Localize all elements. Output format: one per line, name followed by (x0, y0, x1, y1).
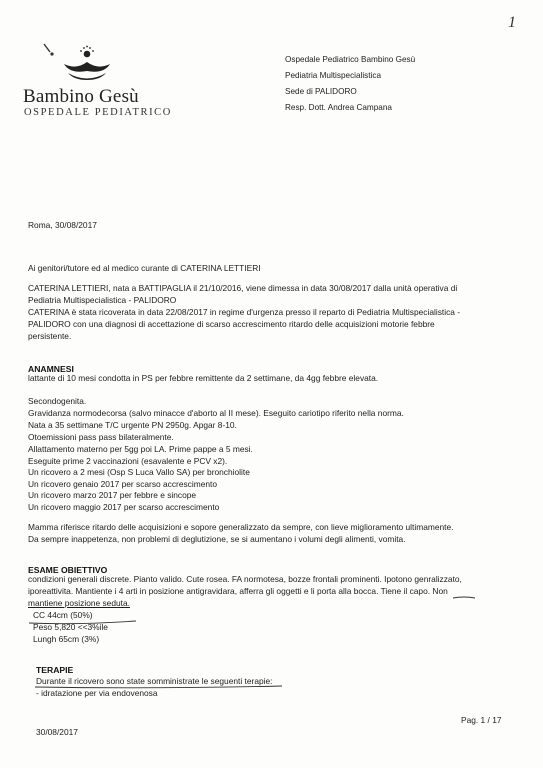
anamnesi-closing: Mamma riferisce ritardo delle acquisizioni e sopore generalizzato da sempre, con lieve miglioramento ultimamente. (28, 522, 454, 532)
handwritten-page-number: 1 (508, 14, 516, 31)
header-line-department: Pediatria Multispecialistica (285, 71, 382, 80)
intro-line: persistente. (28, 331, 72, 341)
intro-line: Pediatria Multispecialistica - PALIDORO (28, 295, 177, 305)
anamnesi-line: Eseguite prime 2 vaccinazioni (esavalente e PCV x2). (28, 456, 228, 466)
anamnesi-line: Allattamento materno per 5gg poi LA. Prime pappe a 5 mesi. (28, 444, 253, 454)
anamnesi-line: Otoemissioni pass pass bilateralmente. (28, 432, 174, 442)
esame-line: condizioni generali discrete. Pianto valido. Cute rosea. FA normotesa, bozze frontali prominenti. Ipotono genralizzato, (28, 574, 462, 584)
anamnesi-line: Un ricovero a 2 mesi (Osp S Luca Vallo SA) per bronchiolite (28, 467, 250, 477)
pen-underline-mark (452, 594, 476, 600)
bambino-gesu-logo-icon (34, 40, 134, 86)
footer-date: 30/08/2017 (36, 727, 78, 737)
logo-name: Bambino Gesù (23, 86, 139, 107)
date-place: Roma, 30/08/2017 (28, 220, 97, 230)
intro-line: PALIDORO con una diagnosi di accettazione di scarso accrescimento ritardo delle acquisizioni motorie febbre (28, 319, 435, 329)
esame-line: mantiene posizione seduta. (28, 598, 130, 608)
intro-line: CATERINA è stata ricoverata in data 22/08/2017 in regime d'urgenza presso il reparto di Pediatria Multispecialistica - (28, 307, 461, 317)
terapie-line: Durante il ricovero sono state somministrate le seguenti terapie: (36, 676, 273, 686)
anamnesi-line: Secondogenita. (28, 396, 87, 406)
section-title-terapie: TERAPIE (36, 665, 74, 675)
logo-subtitle: OSPEDALE PEDIATRICO (24, 107, 172, 118)
anamnesi-line: Nata a 35 settimane T/C urgente PN 2950g. Apgar 8-10. (28, 420, 237, 430)
terapie-line: - idratazione per via endovenosa (36, 688, 158, 698)
section-title-anamnesi: ANAMNESI (28, 364, 74, 374)
footer-page-number: Pag. 1 / 17 (461, 715, 502, 725)
anamnesi-first-line: lattante di 10 mesi condotta in PS per febbre remittente da 2 settimane, da 4gg febbre elevata. (28, 373, 379, 383)
intro-line: CATERINA LETTIERI, nata a BATTIPAGLIA il 21/10/2016, viene dimessa in data 30/08/2017 dalla unità operativa di (28, 283, 458, 293)
header-line-site: Sede di PALIDORO (285, 87, 357, 96)
header-line-hospital: Ospedale Pediatrico Bambino Gesù (285, 55, 416, 64)
measure-cc: CC 44cm (50%) (33, 610, 93, 620)
anamnesi-closing: Da sempre inappetenza, non problemi di deglutizione, se si aumentano i volumi degli alimenti, vomita. (28, 534, 406, 544)
anamnesi-line: Un ricovero marzo 2017 per febbre e sincope (28, 490, 197, 500)
section-title-esame: ESAME OBIETTIVO (28, 565, 108, 575)
anamnesi-line: Un ricovero genaio 2017 per scarso accrescimento (28, 479, 217, 489)
measure-peso: Peso 5,820 <<3%ile (33, 622, 108, 632)
anamnesi-line: Gravidanza normodecorsa (salvo minacce d'aborto al II mese). Eseguito cariotipo riferito nella norma. (28, 408, 404, 418)
addressee: Ai genitori/tutore ed al medico curante di CATERINA LETTIERI (28, 263, 261, 273)
measure-lungh: Lungh 65cm (3%) (33, 634, 100, 644)
anamnesi-line: Un ricovero maggio 2017 per scarso accrescimento (28, 502, 220, 512)
header-line-responsible: Resp. Dott. Andrea Campana (285, 103, 392, 112)
esame-line: iporeattivita. Mantiente i 4 arti in posizione antigravidara, afferra gli oggetti e li porta alla bocca. Tiene il capo. Non (28, 586, 448, 596)
